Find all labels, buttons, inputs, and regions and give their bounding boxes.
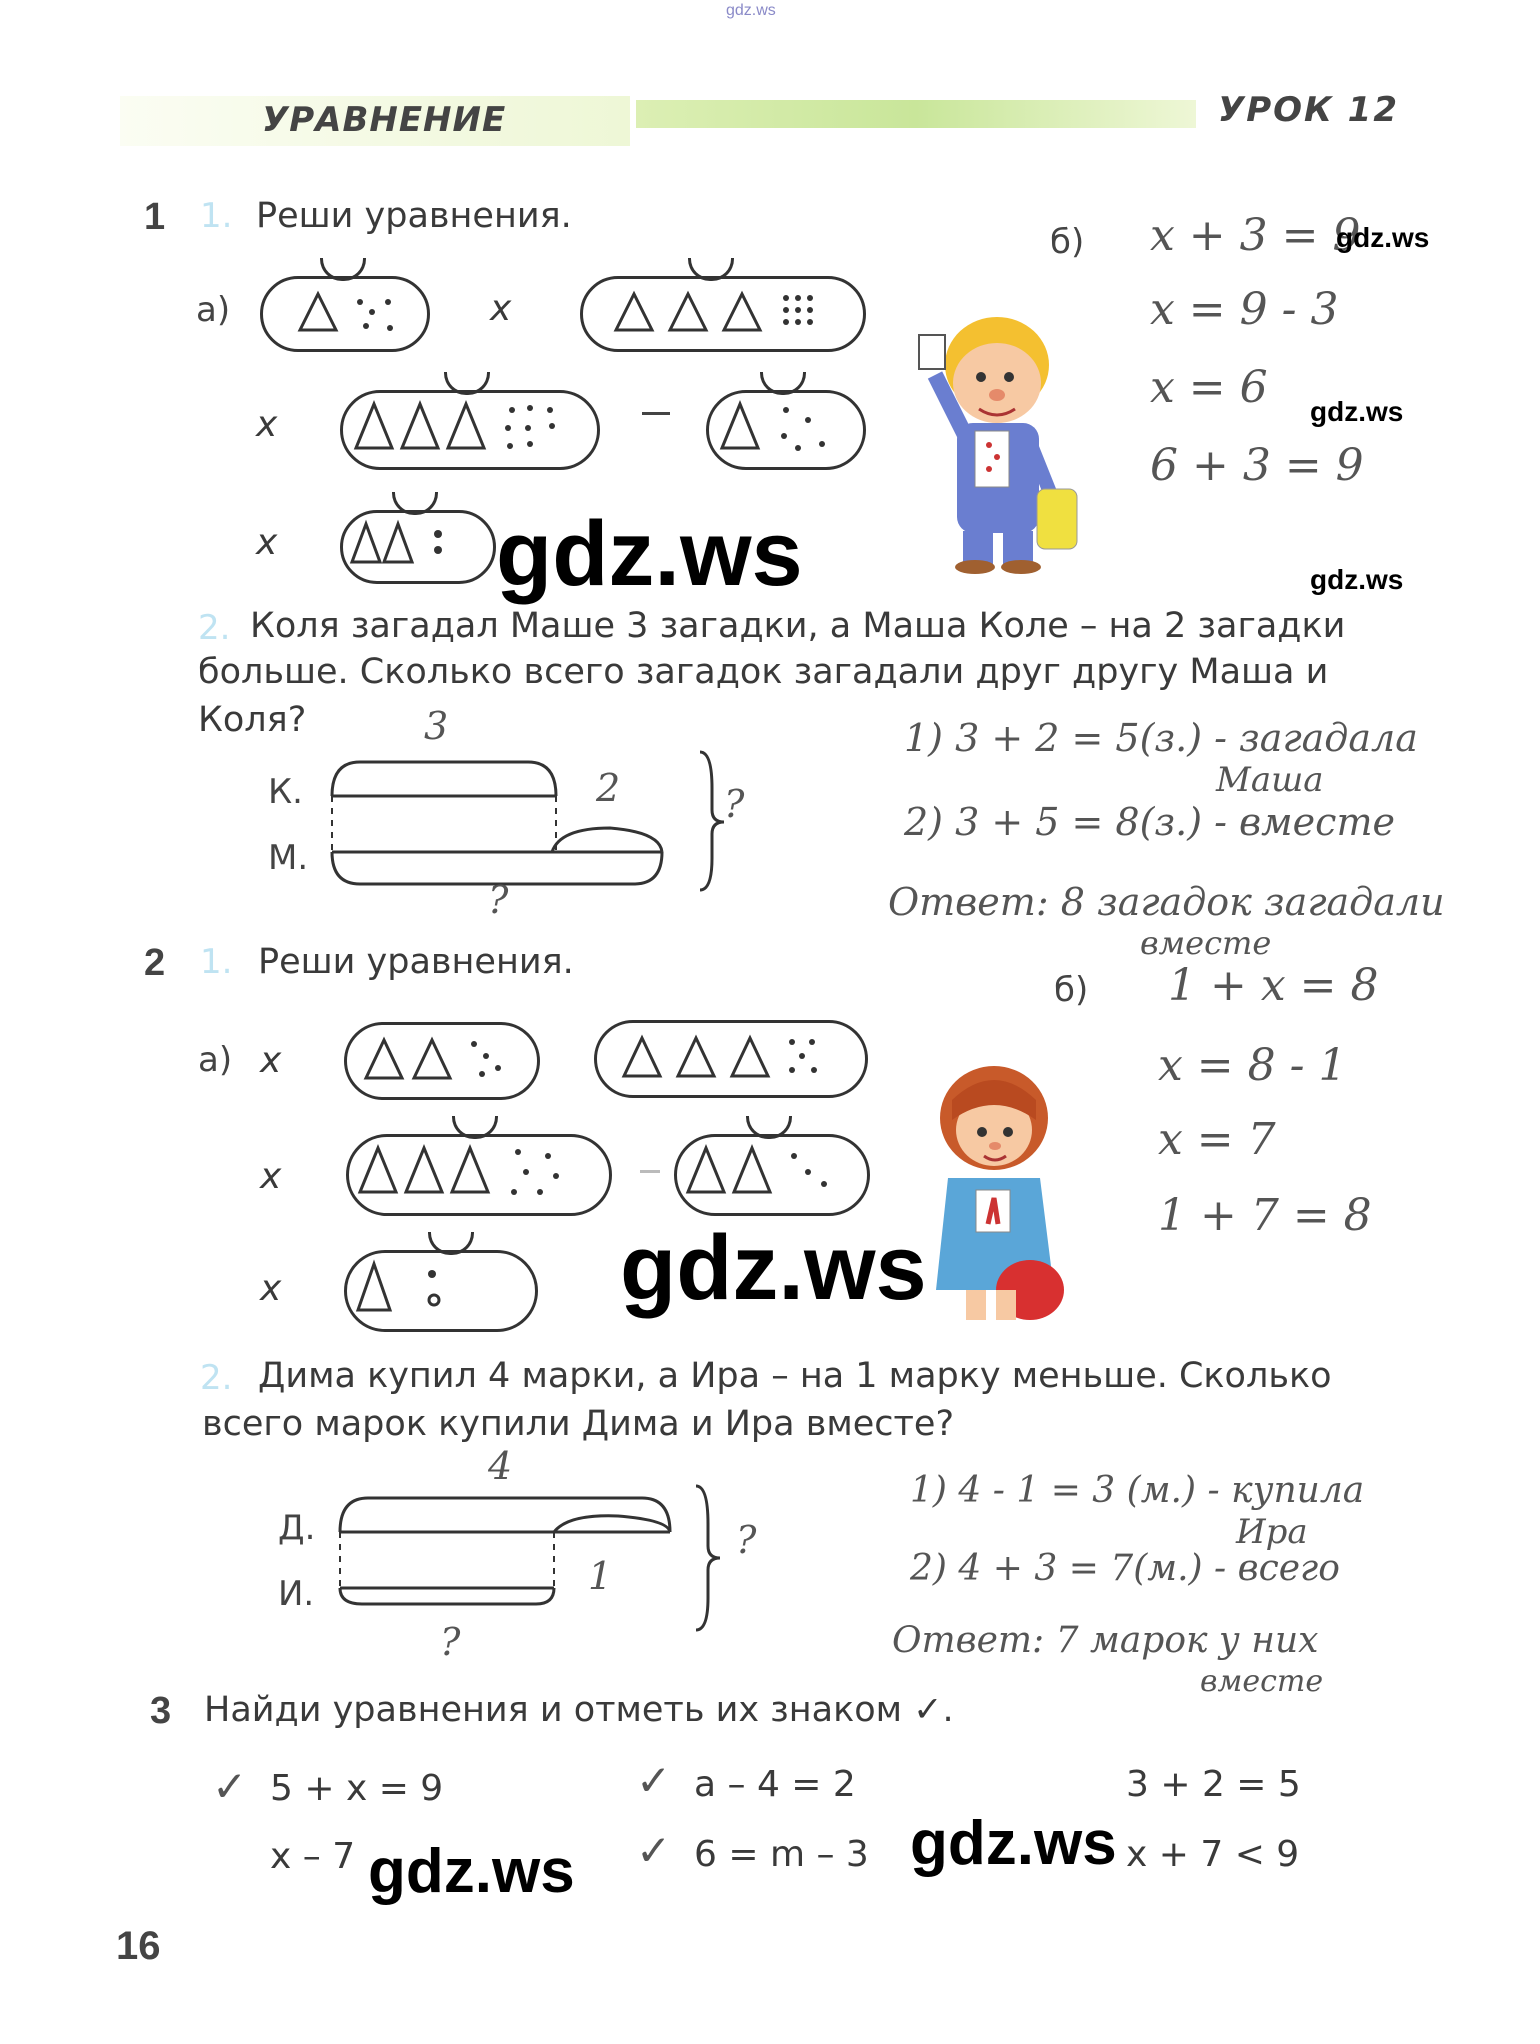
solution-line: 1 + x = 8 — [1168, 960, 1379, 1011]
equation-check: ✓ — [636, 1756, 672, 1805]
x-label: x — [256, 404, 278, 445]
scheme-content — [362, 1034, 522, 1086]
subtask-number: 1. — [200, 942, 233, 982]
part-a-label: а) — [196, 290, 231, 330]
answer-line: Маша — [1216, 760, 1324, 800]
diagram-label: 1 — [588, 1554, 613, 1598]
solution-line: 1 + 7 = 8 — [1158, 1190, 1372, 1241]
diagram-label: Д. — [278, 1508, 316, 1548]
x-label: x — [490, 288, 512, 329]
equation-item: x – 7 — [270, 1836, 356, 1877]
diagram-label: ? — [724, 782, 745, 826]
problem-line: Коля загадал Маше 3 загадки, а Маша Коле – на 2 загадки — [250, 606, 1346, 646]
x-label: x — [256, 522, 278, 563]
scheme-content — [356, 1142, 596, 1202]
equation-check: ✓ — [212, 1762, 248, 1811]
problem-line: Дима купил 4 марки, а Ира – на 1 марку меньше. Сколько — [258, 1356, 1332, 1396]
diagram-label: ? — [736, 1518, 757, 1562]
solution-line: x + 3 = 9 — [1150, 210, 1361, 261]
segment-diagram — [320, 748, 740, 898]
watermark: gdz.ws — [910, 1809, 1117, 1878]
diagram-label: ? — [440, 1620, 461, 1664]
watermark: gdz.ws — [620, 1217, 927, 1319]
task-title: Реши уравнения. — [256, 196, 572, 236]
watermark: gdz.ws — [1310, 564, 1404, 595]
section-number: 2 — [144, 942, 166, 984]
equation-item: 6 = m – 3 — [694, 1834, 869, 1875]
watermark: gdz.ws — [1310, 396, 1404, 427]
diagram-label: К. — [268, 772, 303, 812]
answer-line: вместе — [1140, 924, 1272, 962]
answer-line: 1) 3 + 2 = 5(з.) - загадала — [904, 716, 1418, 760]
part-b-label: б) — [1050, 222, 1085, 262]
equation-check: ✓ — [636, 1826, 672, 1875]
page-number: 16 — [116, 1924, 161, 1968]
watermark: gdz.ws — [496, 503, 803, 605]
scheme-content — [612, 290, 852, 340]
diagram-label: 2 — [596, 766, 621, 810]
watermark-top: gdz.ws — [726, 2, 776, 19]
segment-diagram — [328, 1480, 768, 1640]
task-title: Найди уравнения и отметь их знаком ✓. — [204, 1690, 954, 1730]
minus-sign — [640, 1170, 660, 1173]
solution-line: x = 9 - 3 — [1150, 284, 1339, 335]
scheme-content — [296, 290, 416, 340]
problem-line: Коля? — [198, 700, 307, 740]
scheme-content — [718, 398, 858, 458]
boy-illustration — [905, 305, 1085, 575]
girl-illustration — [918, 1060, 1068, 1330]
watermark: gdz.ws — [368, 1837, 575, 1906]
diagram-label: 4 — [488, 1444, 513, 1488]
solution-line: x = 6 — [1150, 362, 1268, 413]
diagram-label: И. — [278, 1574, 315, 1614]
diagram-label: ? — [488, 878, 509, 922]
subtask-number: 2. — [200, 1358, 233, 1398]
solution-line: x = 8 - 1 — [1158, 1040, 1347, 1091]
section-number: 1 — [144, 196, 166, 238]
scheme-content — [354, 1258, 474, 1318]
x-label: x — [260, 1156, 282, 1197]
equation-item: a – 4 = 2 — [694, 1764, 856, 1805]
header-band-right — [636, 100, 1196, 128]
scheme-content — [684, 1142, 854, 1202]
minus-sign — [642, 412, 670, 415]
scheme-content — [348, 518, 468, 570]
problem-line: больше. Сколько всего загадок загадали друг другу Маша и — [198, 652, 1329, 692]
part-b-label: б) — [1054, 970, 1089, 1010]
subtask-number: 1. — [200, 196, 233, 236]
equation-item: 5 + x = 9 — [270, 1768, 444, 1809]
solution-line: x = 7 — [1158, 1114, 1276, 1165]
solution-line: 6 + 3 = 9 — [1150, 440, 1364, 491]
answer-line: Ответ: 8 загадок загадали — [888, 880, 1445, 924]
equation-item: 3 + 2 = 5 — [1126, 1764, 1301, 1805]
answer-line: 1) 4 - 1 = 3 (м.) - купила — [910, 1470, 1365, 1511]
scheme-content — [352, 398, 592, 458]
answer-line: Ответ: 7 марок у них — [892, 1620, 1319, 1661]
answer-line: 2) 3 + 5 = 8(з.) - вместе — [904, 800, 1395, 844]
watermark: gdz.ws — [1336, 222, 1430, 253]
answer-line: Ира — [1236, 1512, 1308, 1552]
answer-line: 2) 4 + 3 = 7(м.) - всего — [910, 1548, 1340, 1589]
section-number: 3 — [150, 1690, 172, 1732]
equation-item: x + 7 < 9 — [1126, 1834, 1300, 1875]
answer-line: вместе — [1200, 1664, 1324, 1699]
header-lesson: УРОК 12 — [1218, 90, 1399, 130]
header-topic: УРАВНЕНИЕ — [262, 100, 507, 140]
diagram-label: 3 — [424, 704, 449, 748]
scheme-content — [620, 1032, 860, 1084]
x-label: x — [260, 1040, 282, 1081]
diagram-label: М. — [268, 838, 309, 878]
x-label: x — [260, 1268, 282, 1309]
problem-line: всего марок купили Дима и Ира вместе? — [202, 1404, 955, 1444]
task-title: Реши уравнения. — [258, 942, 574, 982]
part-a-label: а) — [198, 1040, 233, 1080]
subtask-number: 2. — [198, 608, 231, 648]
